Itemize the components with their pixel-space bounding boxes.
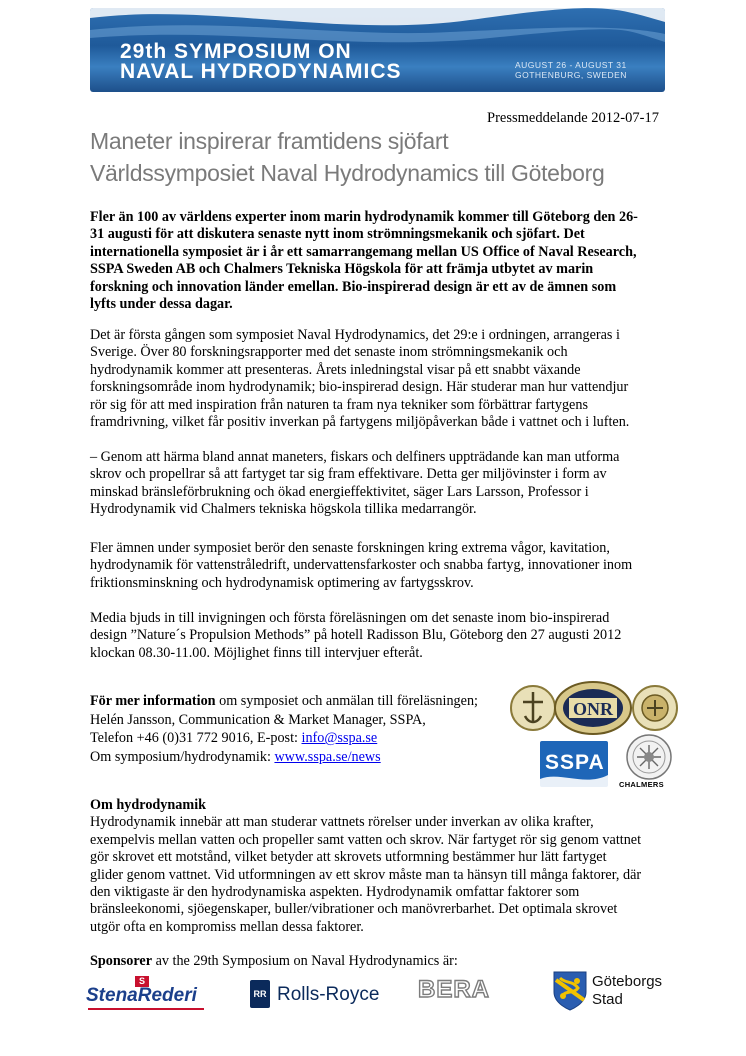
phone-text: Telefon +46 (0)31 772 9016, E-post: [90, 730, 302, 747]
press-release-date: Pressmeddelande 2012-07-17 [487, 110, 659, 126]
stena-underline [88, 1008, 204, 1010]
text-line: utgör ofta en kompromiss mellan dessa faktorer. [90, 918, 364, 935]
contact-person: Helén Jansson, Communication & Market Manager, SSPA, [90, 711, 426, 728]
contact-line [90, 748, 478, 767]
text-line: – Genom att härma bland annat maneters, fiskars och delfiners uppträdande kan man utforma [90, 449, 620, 465]
goteborg-logo-text-line1: Göteborgs [592, 973, 663, 990]
text-line: internationella symposiet är i år ett samarrangemang mellan US Office of Naval Research, [90, 243, 637, 260]
goteborg-logo-text-line2: Stad [592, 991, 623, 1008]
text-line: gör skrovet ett motstånd, vilket betyder att skrovets utformning bestämmer hur lätt fartyget [90, 849, 607, 866]
website-link[interactable]: www.sspa.se/news [274, 748, 381, 765]
body-paragraph-3 [90, 540, 670, 592]
section-heading: Om hydrodynamik [90, 797, 207, 813]
stena-rederi-logo [86, 976, 208, 1010]
rolls-royce-logo [250, 980, 380, 1010]
text-line: minskad bränsleförbrukning och ökad energieffektivitet, säger Lars Larsson, Professor i [90, 483, 589, 500]
text-line: lyfts under dessa dagar. [90, 296, 233, 313]
sspa-logo [540, 741, 608, 787]
text-line: Hydrodynamik vid Chalmers tekniska högskola tillika medarrangör. [90, 501, 477, 518]
text-line: klockan 08.30-11.00. Möjlighet finns till intervjuer efteråt. [90, 644, 423, 661]
banner-dates: AUGUST 26 - AUGUST 31 [515, 60, 627, 70]
text-line: skrov och propellrar så att fartyget tar sig fram effektivare. Detta ger miljövinster i form av [90, 466, 607, 483]
onr-logo [505, 680, 680, 736]
bera-logo [418, 976, 498, 1004]
banner-title-line1: 29th SYMPOSIUM ON [120, 40, 352, 63]
contact-line [90, 692, 478, 711]
body-paragraph-4 [90, 610, 670, 662]
website-label: Om symposium/hydrodynamik: [90, 748, 275, 765]
stena-logo-text: StenaRederi [86, 985, 197, 1006]
contact-block [90, 692, 478, 766]
sspa-logo-text: SSPA [545, 751, 605, 774]
sponsors-line [90, 953, 458, 970]
rolls-royce-badge: RR [250, 980, 270, 1008]
bera-logo-text: BERA [418, 976, 491, 1003]
goteborg-shield-icon [552, 970, 588, 1012]
banner-location: GOTHENBURG, SWEDEN [515, 70, 627, 80]
stena-badge: S [135, 976, 149, 987]
page-title: Maneter inspirerar framtidens sjöfart [90, 128, 449, 154]
lead-paragraph [90, 209, 670, 313]
body-paragraph-2 [90, 449, 670, 519]
contact-text: om symposiet och anmälan till föreläsningen; [215, 693, 478, 709]
text-line: hydrodynamik kommer att presenteras. Årets inledningstal visar på ett snabbt växande [90, 361, 581, 378]
text-line: hydrodynamik för vattenstråledrift, undervattensfarkoster och snabba fartyg, innovationer inom [90, 557, 633, 574]
text-line: SSPA Sweden AB och Chalmers Tekniska Högskola för att främja utbytet av marin [90, 261, 594, 278]
page-subtitle: Världssymposiet Naval Hydrodynamics till Göteborg [90, 160, 605, 186]
symposium-banner [90, 8, 665, 92]
text-line: Media bjuds in till invigningen och första föreläsningen om det senaste inom bio-inspirerad [90, 610, 610, 626]
text-line: bränsleekonomi, sjöegenskaper, buller/vibrationer och manövrerbarhet. Det optimala skrovet [90, 901, 618, 918]
text-line: design ”Nature´s Propulsion Methods” på hotell Radisson Blu, Göteborg den 27 augusti 2012 [90, 627, 622, 644]
contact-line [90, 729, 478, 748]
text-line: Fler ämnen under symposiet berör den senaste forskningen kring extrema vågor, kavitation, [90, 540, 610, 556]
chalmers-logo-text: CHALMERS [619, 780, 664, 789]
text-line: framdrivning, vilket får positiv inverkan på fartygens miljöpåverkan både i vattnet och i luften. [90, 414, 630, 431]
rolls-royce-logo-text: Rolls-Royce [277, 984, 380, 1005]
contact-lead: För mer information [90, 693, 216, 709]
text-line: forskning och innovation länder emellan. Bio-inspirerad design är ett av de ämnen som [90, 278, 617, 295]
email-link[interactable]: info@sspa.se [301, 730, 378, 747]
text-line: den viktigaste är den hydrodynamiska aspekten. Hydrodynamik omfattar faktorer som [90, 884, 580, 901]
text-line: Fler än 100 av världens experter inom marin hydrodynamik kommer till Göteborg den 26- [90, 209, 638, 225]
about-section [90, 797, 641, 936]
sponsors-lead: Sponsorer [90, 953, 153, 969]
text-line: friktionsminskning och hydrodynamisk optimering av fartygsskrov. [90, 574, 474, 591]
text-line: rör sig för att med inspiration från naturen ta fram nya tekniker som förbättrar fartygens [90, 396, 588, 413]
banner-title-line2: NAVAL HYDRODYNAMICS [120, 60, 402, 83]
text-line: 31 augusti för att diskutera senaste nytt inom strömningsmekanik och sjöfart. Det [90, 226, 585, 243]
onr-logo-text: ONR [573, 699, 613, 719]
text-line: Det är första gången som symposiet Naval Hydrodynamics, det 29:e i ordningen, arrangeras i [90, 327, 620, 343]
text-line: forskningsområde inom hydrodynamik; bio-inspirerad design. Här studerar man hur vattendjur [90, 379, 629, 396]
goteborgs-stad-logo [552, 970, 682, 1014]
text-line: Hydrodynamik innebär att man studerar vattnets rörelser under inverkan av olika krafter, [90, 814, 594, 831]
text-line: exempelvis mellan vatten och propeller samt vatten och skrov. När fartyget rör sig genom vattnet [90, 831, 642, 848]
sponsors-text: av the 29th Symposium on Naval Hydrodynamics är: [152, 953, 458, 969]
body-paragraph-1 [90, 327, 670, 431]
text-line: glider genom vattnet. Vid utformningen av ett skrov måste man ta hänsyn till många faktorer, där [90, 866, 642, 883]
text-line: Sverige. Över 80 forskningsrapporter med det senaste inom strömningsmekanik och [90, 344, 568, 361]
